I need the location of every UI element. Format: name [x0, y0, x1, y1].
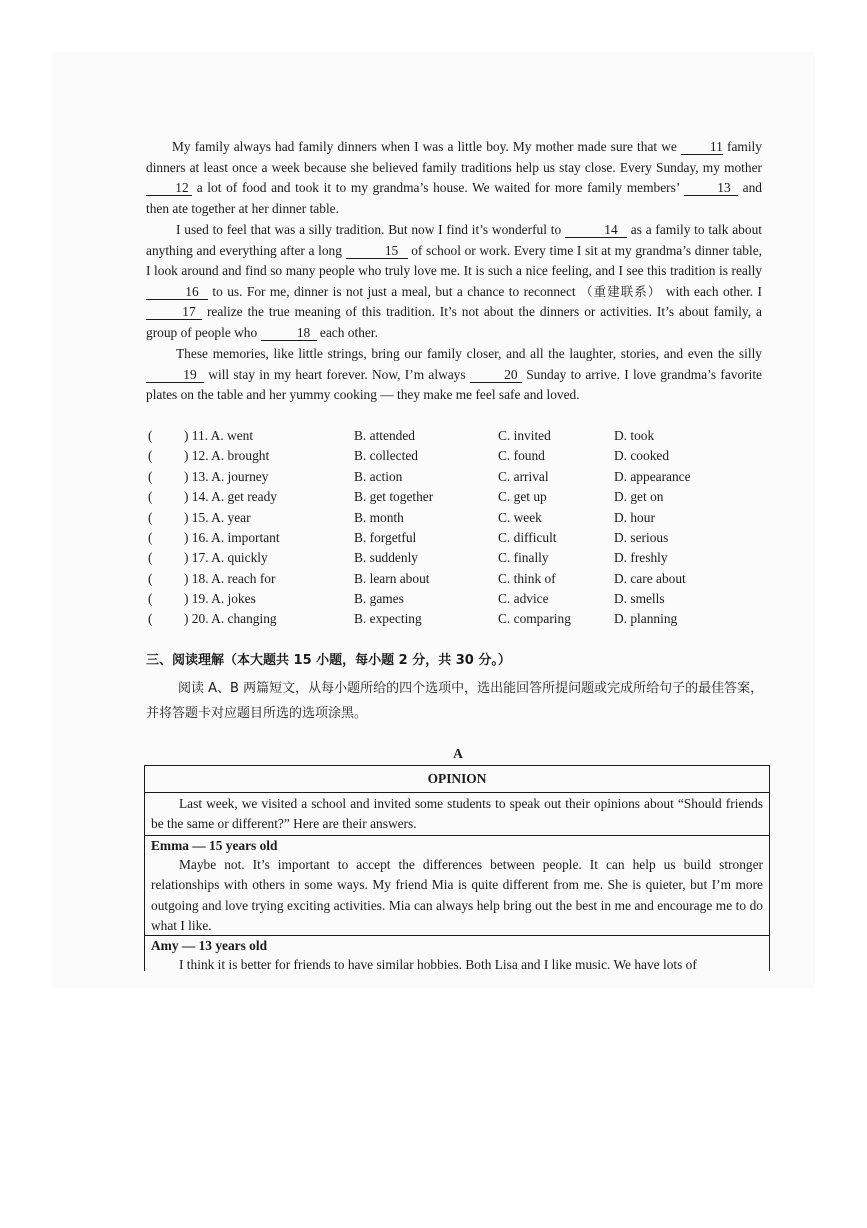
answer-paren[interactable]: ( [148, 489, 153, 504]
option-c: C. invited [498, 428, 551, 443]
blank-20[interactable]: 20 [470, 367, 522, 383]
blank-15[interactable]: 15 [346, 243, 408, 259]
passage-text: realize the true meaning of this tradition. It’s not about the dinners or activities. It’s about family, a group of people who [146, 304, 762, 340]
answer-paren[interactable]: ( [148, 591, 153, 606]
option-d: D. hour [614, 510, 655, 525]
blank-19[interactable]: 19 [146, 367, 204, 383]
blank-17[interactable]: 17 [146, 304, 202, 320]
option-c: C. advice [498, 591, 549, 606]
blank-13[interactable]: 13 [684, 180, 738, 196]
option-b: B. get together [354, 489, 434, 504]
question-row-18[interactable] [148, 569, 768, 589]
option-b: B. learn about [354, 571, 430, 586]
option-b: B. action [354, 469, 403, 484]
question-row-14[interactable] [148, 487, 768, 507]
question-row-11[interactable] [148, 426, 768, 446]
answer-paren[interactable]: ( [148, 448, 153, 463]
option-c: C. get up [498, 489, 547, 504]
question-row-19[interactable] [148, 589, 768, 609]
option-c: C. finally [498, 550, 549, 565]
student-name-emma: Emma — 15 years old [151, 838, 278, 853]
option-c: C. week [498, 510, 542, 525]
answer-paren[interactable]: ( [148, 571, 153, 586]
option-a: ) 14. A. get ready [184, 489, 277, 504]
option-d: D. serious [614, 530, 669, 545]
option-b: B. forgetful [354, 530, 417, 545]
passage-text: and then ate together at her dinner table. [146, 180, 763, 216]
option-a: ) 17. A. quickly [184, 550, 268, 565]
option-a: ) 19. A. jokes [184, 591, 256, 606]
answer-paren[interactable]: ( [148, 530, 153, 545]
option-a: ) 13. A. journey [184, 469, 269, 484]
blank-14[interactable]: 14 [565, 222, 627, 238]
passage-paragraph-2 [146, 220, 762, 344]
opinion-title: OPINION [427, 771, 487, 786]
option-a: ) 18. A. reach for [184, 571, 276, 586]
question-row-13[interactable] [148, 467, 768, 487]
option-c: C. comparing [498, 611, 571, 626]
passage-text: My family always had family dinners when I was a little boy. My mother made sure that we [172, 139, 677, 154]
passage-text: Sunday to arrive. I love grandma’s favorite plates on the table and her yummy cooking — they make me feel safe and loved. [146, 366, 762, 403]
passage-text: each other. [319, 324, 378, 340]
option-c: C. found [498, 448, 545, 463]
answer-paren[interactable]: ( [148, 611, 153, 626]
passage-paragraph-1 [146, 137, 762, 219]
option-d: D. took [614, 428, 655, 443]
passage-text: will stay in my heart forever. Now, I’m always [208, 366, 466, 382]
question-row-12[interactable] [148, 446, 768, 466]
answer-paren[interactable]: ( [148, 469, 153, 484]
passage-paragraph-3 [146, 344, 762, 406]
option-a: ) 12. A. brought [184, 448, 270, 463]
option-c: C. arrival [498, 469, 549, 484]
option-b: B. attended [354, 428, 415, 443]
option-b: B. collected [354, 448, 418, 463]
option-c: C. think of [498, 571, 556, 586]
passage-text: with each other. I [665, 283, 762, 299]
option-d: D. appearance [614, 469, 691, 484]
section-heading: 三、阅读理解（本大题共 15 小题，每小题 2 分，共 30 分。） [146, 653, 511, 668]
blank-11[interactable]: 11 [681, 139, 723, 155]
student-name-amy: Amy — 13 years old [151, 938, 268, 953]
blank-16[interactable]: 16 [146, 284, 208, 300]
option-d: D. planning [614, 611, 678, 626]
option-b: B. games [354, 591, 404, 606]
passage-text: of school or work. Every time I sit at my grandma’s dinner table, I look around and find so many people who truly love me. It is such a nice feeling, and I see this tradition is really [146, 242, 762, 279]
option-d: D. care about [614, 571, 686, 586]
option-a: ) 11. A. went [184, 428, 254, 443]
option-b: B. suddenly [354, 550, 418, 565]
answer-paren[interactable]: ( [148, 510, 153, 525]
amy-answer: I think it is better for friends to have similar hobbies. Both Lisa and I like music. We have lots of [179, 957, 697, 972]
question-row-17[interactable] [148, 548, 768, 568]
table-rule [145, 792, 769, 793]
answer-paren[interactable]: ( [148, 550, 153, 565]
option-d: D. get on [614, 489, 664, 504]
question-row-16[interactable] [148, 528, 768, 548]
question-row-15[interactable] [148, 508, 768, 528]
emma-answer: Maybe not. It’s important to accept the differences between people. It can help us build stronger relationships with others in some ways. My friend Mia is quite different from me. She is quieter, but I’m more outgoing and love trying exciting activities. Mia can always help bring out the best in me and encourage me to do what I like. [151, 857, 763, 934]
passage-letter: A [453, 746, 463, 761]
passage-text: as a family to talk about anything and everything after a long [146, 222, 762, 258]
section-instruction: 阅读 A、B 两篇短文，从每小题所给的四个选项中，选出能回答所提问题或完成所给句子的最佳答案，并将答题卡对应题目所选的选项涂黑。 [146, 681, 764, 721]
answer-paren[interactable]: ( [148, 428, 153, 443]
opinion-table [144, 765, 770, 971]
option-d: D. freshly [614, 550, 668, 565]
blank-12[interactable]: 12 [146, 180, 192, 196]
option-d: D. smells [614, 591, 665, 606]
chinese-note: （重建联系） [580, 283, 662, 299]
passage-text: These memories, like little strings, bring our family closer, and all the laughter, stories, and even the silly [176, 346, 762, 361]
option-c: C. difficult [498, 530, 557, 545]
passage-text: I used to feel that was a silly tradition. But now I find it’s wonderful to [176, 222, 562, 237]
option-a: ) 16. A. important [184, 530, 280, 545]
blank-18[interactable]: 18 [261, 325, 317, 341]
passage-text: family dinners at least once a week because she believed family traditions help us stay close. Every Sunday, my mother [146, 139, 762, 175]
option-b: B. month [354, 510, 404, 525]
option-b: B. expecting [354, 611, 422, 626]
option-d: D. cooked [614, 448, 670, 463]
option-a: ) 20. A. changing [184, 611, 277, 626]
question-row-20[interactable] [148, 609, 768, 629]
option-a: ) 15. A. year [184, 510, 251, 525]
passage-text: a lot of food and took it to my grandma’s house. We waited for more family members’ [196, 180, 680, 196]
opinion-intro: Last week, we visited a school and invited some students to speak out their opinions about “Should friends be the same or different?” Here are their answers. [151, 796, 763, 832]
passage-text: to us. For me, dinner is not just a meal, but a chance to reconnect [212, 283, 576, 299]
